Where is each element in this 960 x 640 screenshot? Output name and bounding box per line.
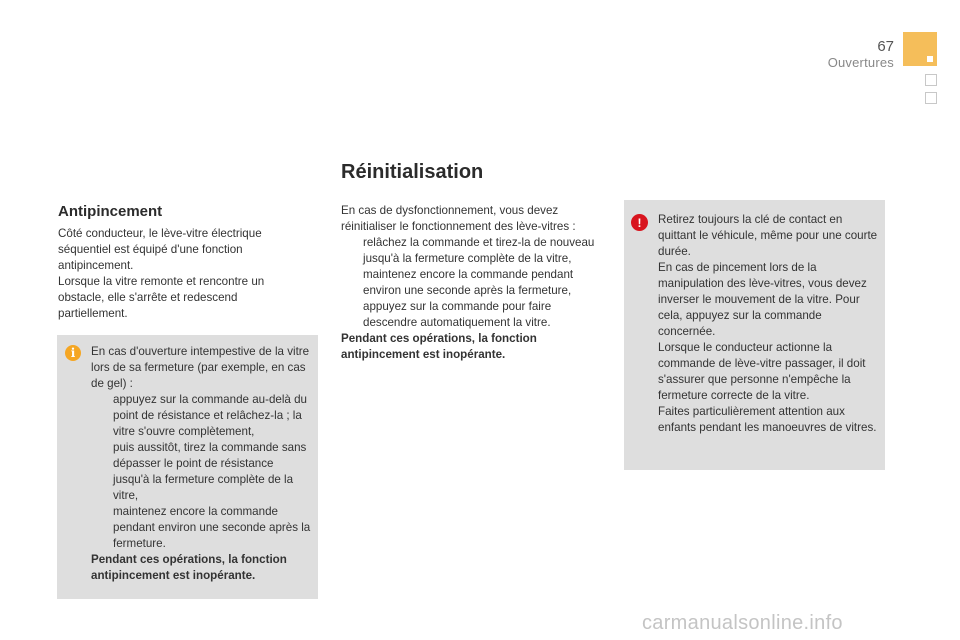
reinit-text <box>341 203 599 363</box>
info-box <box>57 335 318 599</box>
info-icon: i <box>65 345 81 361</box>
warning-line: Lorsque le conducteur actionne la commande de lève-vitre passager, il doit s'assurer que personne n'empêche la fermeture correcte de la vitre. <box>658 341 866 402</box>
list-item <box>341 235 599 267</box>
list-item-text: appuyez sur la commande au-delà du point de résistance et relâchez-la ; la vitre s'ouvre complètement, <box>113 393 307 438</box>
info-box-text <box>91 344 311 584</box>
reinit-conclusion: Pendant ces opérations, la fonction antipincement est inopérante. <box>341 332 537 361</box>
section-heading-antipincement: Antipincement <box>58 203 163 220</box>
warning-box-text <box>658 212 880 436</box>
list-item-text: relâchez la commande et tirez-la de nouveau jusqu'à la fermeture complète de la vitre, <box>363 236 595 265</box>
antipincement-paragraph: Lorsque la vitre remonte et rencontre un obstacle, elle s'arrête et redescend partiellement. <box>58 275 265 320</box>
antipincement-paragraph: Côté conducteur, le lève-vitre électrique séquentiel est équipé d'une fonction antipincement. <box>58 227 262 272</box>
list-item <box>91 504 311 552</box>
reinit-steps <box>341 235 599 331</box>
warning-line: En cas de pincement lors de la manipulation des lève-vitres, vous devez inverser le mouvement de la vitre. Pour cela, appuyez sur la commande concernée. <box>658 261 867 338</box>
chapter-tab <box>903 32 937 66</box>
list-item <box>91 392 311 440</box>
square-outline-icon <box>925 92 937 104</box>
page-title: Réinitialisation <box>341 161 484 183</box>
list-item-text: puis aussitôt, tirez la commande sans dépasser le point de résistance jusqu'à la fermeture complète de la vitre, <box>113 441 307 502</box>
section-name: Ouvertures <box>827 55 894 70</box>
warning-icon: ! <box>631 214 648 231</box>
list-item <box>341 299 599 331</box>
square-outline-icon <box>925 74 937 86</box>
info-box-steps <box>91 392 311 552</box>
tab-marker-icon <box>927 56 933 62</box>
list-item <box>91 440 311 504</box>
list-item-text: maintenez encore la commande pendant environ une seconde après la fermeture, <box>363 268 574 297</box>
antipincement-text <box>58 226 288 322</box>
list-item-text: maintenez encore la commande pendant environ une seconde après la fermeture. <box>113 505 311 550</box>
warning-line: Retirez toujours la clé de contact en quittant le véhicule, même pour une courte durée. <box>658 213 878 258</box>
watermark: carmanualsonline.info <box>642 612 843 634</box>
list-item <box>341 267 599 299</box>
page-number: 67 <box>877 38 894 55</box>
info-box-intro: En cas d'ouverture intempestive de la vitre lors de sa fermeture (par exemple, en cas de gel) : <box>91 345 310 390</box>
info-box-conclusion: Pendant ces opérations, la fonction antipincement est inopérante. <box>91 553 287 582</box>
list-item-text: appuyez sur la commande pour faire descendre automatiquement la vitre. <box>363 300 552 329</box>
reinit-intro: En cas de dysfonctionnement, vous devez réinitialiser le fonctionnement des lève-vitres : <box>341 204 576 233</box>
warning-box <box>624 200 885 470</box>
warning-line: Faites particulièrement attention aux enfants pendant les manoeuvres de vitres. <box>658 405 877 434</box>
